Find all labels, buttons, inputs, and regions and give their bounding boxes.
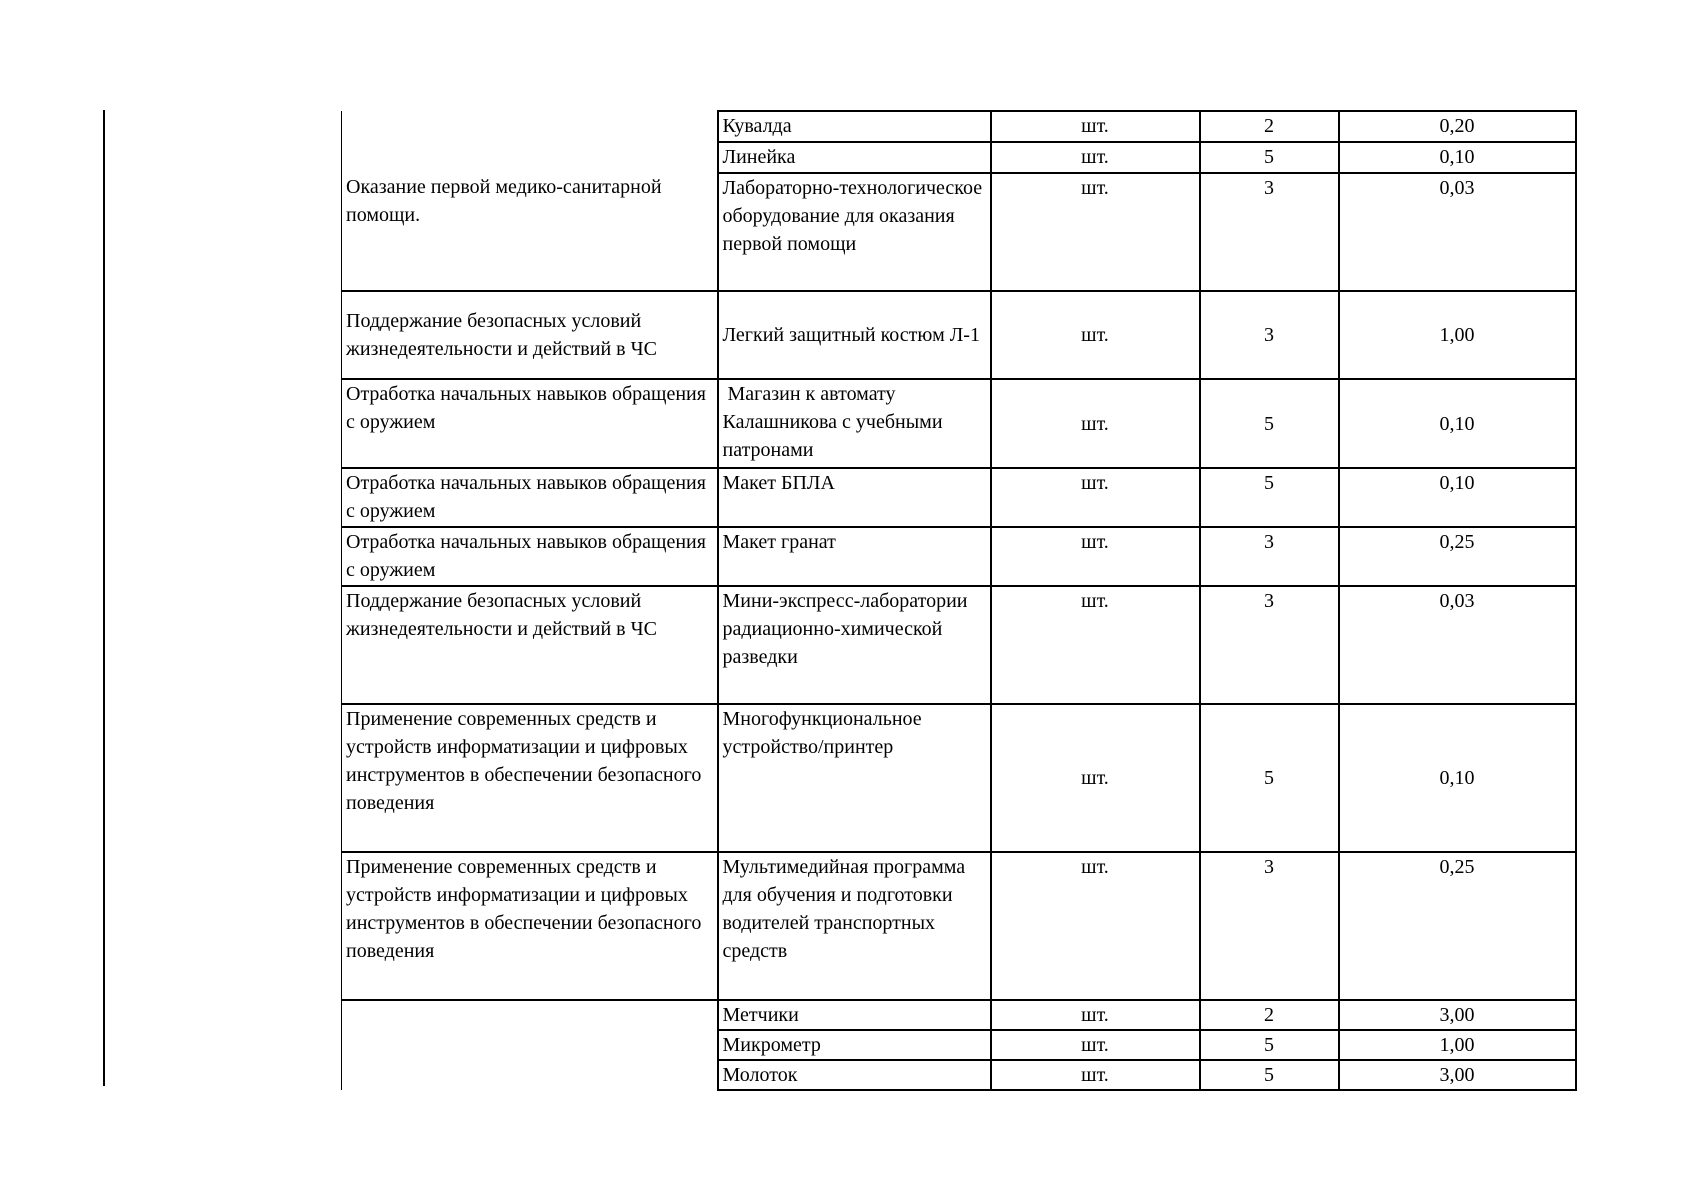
value-cell: 0,03 [1339, 173, 1576, 291]
quantity-cell: 2 [1200, 1000, 1339, 1030]
item-name-cell: Лабораторно-технологическое оборудование для оказания первой помощи [718, 173, 991, 291]
unit-cell: шт. [991, 291, 1200, 379]
table-row [342, 1000, 1576, 1030]
value-cell: 0,10 [1339, 379, 1576, 468]
table-row [342, 704, 1576, 852]
table-row [342, 586, 1576, 704]
table-row [342, 111, 1576, 142]
item-name-cell: Многофункциональное устройство/принтер [718, 704, 991, 852]
item-name-cell: Кувалда [718, 111, 991, 142]
quantity-cell: 2 [1200, 111, 1339, 142]
purpose-cell: Отработка начальных навыков обращения с оружием [342, 379, 718, 468]
item-name-cell: Магазин к автомату Калашникова с учебными патронами [718, 379, 991, 468]
purpose-cell: Отработка начальных навыков обращения с оружием [342, 468, 718, 527]
unit-cell: шт. [991, 468, 1200, 527]
item-name-cell: Макет гранат [718, 527, 991, 586]
item-name-cell: Легкий защитный костюм Л-1 [718, 291, 991, 379]
value-cell: 3,00 [1339, 1060, 1576, 1090]
table-row [342, 142, 1576, 173]
table-row [342, 468, 1576, 527]
value-cell: 1,00 [1339, 1030, 1576, 1060]
purpose-cell [342, 111, 718, 142]
table-row [342, 852, 1576, 1000]
value-cell: 1,00 [1339, 291, 1576, 379]
purpose-cell: Поддержание безопасных условий жизнедеятельности и действий в ЧС [342, 586, 718, 704]
unit-cell: шт. [991, 586, 1200, 704]
unit-cell: шт. [991, 142, 1200, 173]
unit-cell: шт. [991, 379, 1200, 468]
purpose-cell [342, 1060, 718, 1090]
quantity-cell: 5 [1200, 1060, 1339, 1090]
quantity-cell: 5 [1200, 379, 1339, 468]
item-name-cell: Молоток [718, 1060, 991, 1090]
unit-cell: шт. [991, 852, 1200, 1000]
item-name-cell: Макет БПЛА [718, 468, 991, 527]
table-row [342, 379, 1576, 468]
value-cell: 0,03 [1339, 586, 1576, 704]
purpose-cell: Оказание первой медико-санитарной помощи. [342, 173, 718, 291]
purpose-cell: Отработка начальных навыков обращения с оружием [342, 527, 718, 586]
unit-cell: шт. [991, 1030, 1200, 1060]
purpose-cell [342, 142, 718, 173]
equipment-table [341, 110, 1577, 1091]
purpose-cell: Применение современных средств и устройств информатизации и цифровых инструментов в обеспечении безопасного поведения [342, 852, 718, 1000]
quantity-cell: 3 [1200, 852, 1339, 1000]
quantity-cell: 3 [1200, 586, 1339, 704]
table-row [342, 1030, 1576, 1060]
purpose-cell: Применение современных средств и устройств информатизации и цифровых инструментов в обеспечении безопасного поведения [342, 704, 718, 852]
value-cell: 0,25 [1339, 527, 1576, 586]
value-cell: 3,00 [1339, 1000, 1576, 1030]
quantity-cell: 3 [1200, 527, 1339, 586]
value-cell: 0,10 [1339, 468, 1576, 527]
table-row [342, 527, 1576, 586]
unit-cell: шт. [991, 111, 1200, 142]
table-row [342, 173, 1576, 291]
unit-cell: шт. [991, 704, 1200, 852]
quantity-cell: 3 [1200, 291, 1339, 379]
quantity-cell: 5 [1200, 468, 1339, 527]
value-cell: 0,20 [1339, 111, 1576, 142]
purpose-cell: Поддержание безопасных условий жизнедеятельности и действий в ЧС [342, 291, 718, 379]
purpose-cell [342, 1000, 718, 1030]
purpose-cell [342, 1030, 718, 1060]
unit-cell: шт. [991, 1000, 1200, 1030]
item-name-cell: Метчики [718, 1000, 991, 1030]
value-cell: 0,10 [1339, 704, 1576, 852]
item-name-cell: Линейка [718, 142, 991, 173]
unit-cell: шт. [991, 527, 1200, 586]
item-name-cell: Микрометр [718, 1030, 991, 1060]
quantity-cell: 5 [1200, 142, 1339, 173]
table-row [342, 1060, 1576, 1090]
quantity-cell: 5 [1200, 704, 1339, 852]
value-cell: 0,25 [1339, 852, 1576, 1000]
unit-cell: шт. [991, 173, 1200, 291]
item-name-cell: Мини-экспресс-лаборатории радиационно-химической разведки [718, 586, 991, 704]
quantity-cell: 3 [1200, 173, 1339, 291]
left-margin-rule [103, 110, 105, 1086]
unit-cell: шт. [991, 1060, 1200, 1090]
quantity-cell: 5 [1200, 1030, 1339, 1060]
value-cell: 0,10 [1339, 142, 1576, 173]
table-row [342, 291, 1576, 379]
item-name-cell: Мультимедийная программа для обучения и подготовки водителей транспортных средств [718, 852, 991, 1000]
